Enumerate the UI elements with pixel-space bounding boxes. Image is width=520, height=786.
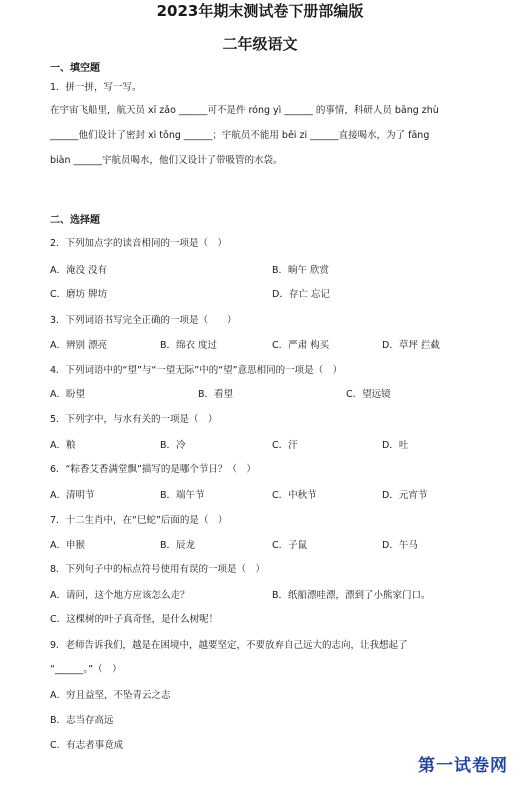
question-3-option-d: D．草坪 拦截: [382, 340, 440, 351]
question-7-option-b: B．辰龙: [160, 540, 196, 551]
question-3-option-c: C．严肃 构买: [272, 340, 330, 351]
question-7-option-c: C．子鼠: [272, 540, 308, 551]
question-4-option-b: B．看望: [198, 389, 234, 400]
question-9-stem: 9．老师告诉我们，越是在困境中，越要坚定，不要放弃自己远大的志向，让我想起了: [50, 640, 408, 651]
question-2-option-a: A．淹没 没有: [50, 265, 108, 276]
question-4-stem: 4．下列词语中的“望”与“一望无际”中的“望”意思相同的一项是（ ）: [50, 365, 343, 376]
question-5-option-c: C．汗: [272, 440, 298, 451]
section-heading-multiple-choice: 二、选择题: [50, 215, 100, 226]
question-9-option-c: C．有志者事竟成: [50, 740, 124, 751]
question-8-option-c: C．这棵树的叶子真奇怪，是什么树呢！: [50, 614, 219, 625]
question-4-option-a: A．盼望: [50, 389, 85, 400]
question-5-option-d: D．吐: [382, 440, 409, 451]
question-5-option-a: A．粮: [50, 440, 76, 451]
question-8-stem: 8．下列句子中的标点符号使用有误的一项是（ ）: [50, 564, 266, 575]
watermark: 第一试卷网: [418, 756, 508, 776]
question-7-option-a: A．申猴: [50, 540, 85, 551]
question-7-stem: 7．十二生肖中，在“巳蛇”后面的是（ ）: [50, 515, 228, 526]
question-9-option-a: A．穷且益坚，不坠青云之志: [50, 690, 171, 701]
question-2-stem: 2．下列加点字的读音相同的一项是（ ）: [50, 238, 228, 249]
question-6-option-d: D．元宵节: [382, 490, 428, 501]
question-5-stem: 5．下列字中，与水有关的一项是（ ）: [50, 414, 218, 425]
question-3-option-b: B．绵衣 度过: [160, 340, 218, 351]
question-1-stem: 1．拼一拼，写一写。: [50, 82, 142, 93]
question-4-option-c: C．望远镜: [346, 389, 391, 400]
section-heading-fill-blank: 一、填空题: [50, 63, 100, 74]
exam-subtitle: 二年级语文: [222, 35, 298, 53]
question-6-option-a: A．清明节: [50, 490, 95, 501]
question-3-stem: 3．下列词语书写完全正确的一项是（ ）: [50, 315, 237, 326]
question-8-option-a: A．请问，这个地方应该怎么走？: [50, 590, 190, 601]
question-8-option-b: B．纸船漂哇漂，漂到了小熊家门口。: [272, 590, 431, 601]
question-9-stem-continued: “______。”（ ）: [50, 664, 122, 675]
question-1-line-3: biàn ______宇航员喝水，他们又设计了带吸管的水袋。: [50, 155, 283, 166]
question-1-line-1: 在宇宙飞船里，航天员 xī zǎo ______可不是件 róng yì ______ 的事情，科研人员 bāng zhù: [50, 105, 439, 116]
question-6-stem: 6．“粽香艾香满堂飘”描写的是哪个节日？（ ）: [50, 464, 256, 475]
question-2-option-b: B．晌午 欣赏: [272, 265, 330, 276]
question-2-option-d: D．存亡 忘记: [272, 289, 330, 300]
question-3-option-a: A．辨别 漂亮: [50, 340, 108, 351]
question-6-option-b: B．端午节: [160, 490, 205, 501]
question-6-option-c: C．中秋节: [272, 490, 317, 501]
question-1-line-2: ______他们设计了密封 xì tǒng ______；宇航员不能用 bēi zi ______直接喝水，为了 fāng: [50, 130, 430, 141]
exam-title: 2023年期末测试卷下册部编版: [156, 2, 364, 20]
question-9-option-b: B．志当存高远: [50, 715, 114, 726]
question-5-option-b: B．冷: [160, 440, 186, 451]
question-7-option-d: D．午马: [382, 540, 418, 551]
question-2-option-c: C．磨坊 牌坊: [50, 289, 108, 300]
